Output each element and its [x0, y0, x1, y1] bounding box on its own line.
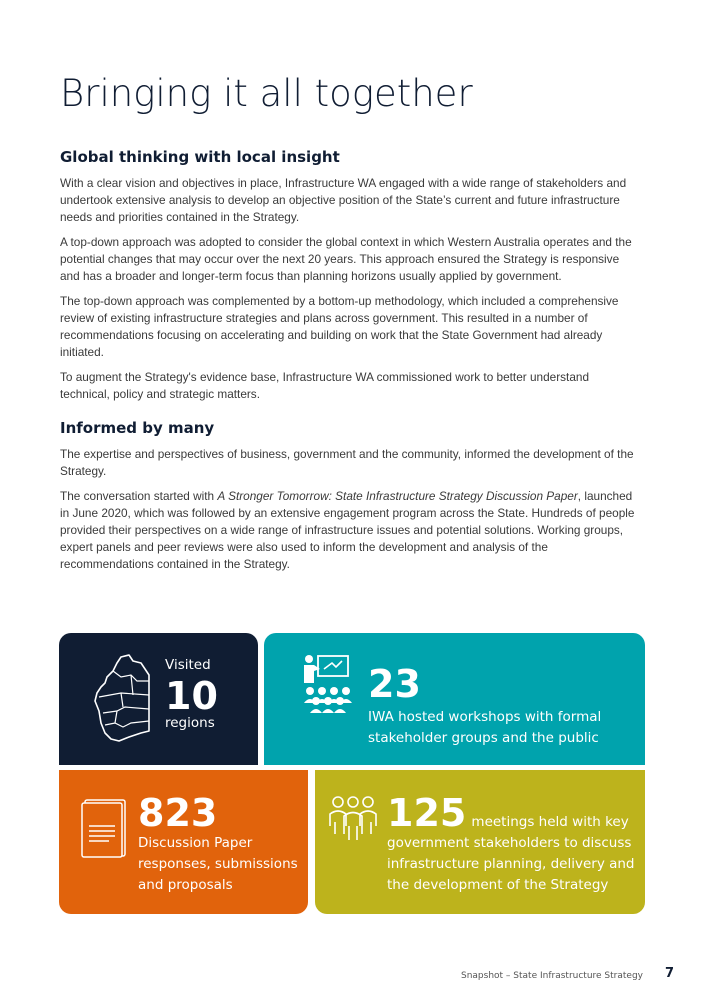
stat-tile-responses	[59, 770, 308, 914]
conversation-text-before: The conversation started with	[60, 489, 218, 503]
conversation-text-after: , launched in June 2020, which was followed by an extensive engagement program across the State. Hundreds of people provided their perspectives on a wide range of infrastructure issues and potential solutions. Working groups, expert panels and peer reviews were also used to inform the development and analysis of the recommendations contained in the Strategy.	[60, 489, 635, 571]
stat-tile-regions	[59, 633, 258, 765]
paragraph-conversation	[60, 488, 640, 573]
footer-label: Snapshot – State Infrastructure Strategy	[461, 971, 643, 981]
workshops-line2: stakeholder groups and the public	[368, 730, 599, 746]
regions-number: 10	[165, 674, 218, 718]
regions-prefix: Visited	[165, 657, 211, 673]
meetings-first-line	[387, 791, 629, 835]
meetings-line4: the development of the Strategy	[387, 877, 609, 893]
responses-line1: Discussion Paper	[138, 835, 253, 851]
meetings-inline: meetings held with key	[471, 814, 629, 830]
meetings-line2: government stakeholders to discuss	[387, 835, 632, 851]
paragraph: With a clear vision and objectives in place, Infrastructure WA engaged with a wide range of stakeholders and undertook extensive analysis to develop an objective position of the State’s current and future infrastructure needs and priorities contained in the Strategy.	[60, 176, 627, 224]
presentation-icon	[296, 653, 356, 713]
people-group-icon	[327, 794, 379, 842]
stat-tile-meetings	[315, 770, 645, 914]
responses-line3: and proposals	[138, 877, 233, 893]
responses-number: 823	[138, 791, 218, 835]
paragraph: The top-down approach was complemented by a bottom-up methodology, which included a comprehensive review of existing infrastructure strategies and plans across government. This resulted in a number of recommendations focusing on accelerating and building on work that the State Government had already initiated.	[60, 294, 619, 359]
paragraph: A top-down approach was adopted to consider the global context in which Western Australia operates and the potential changes that may occur over the next 20 years. This approach ensured the Strategy is responsive and has a broader and longer-term focus than planning horizons usually applied by government.	[60, 235, 632, 283]
workshops-line1: IWA hosted workshops with formal	[368, 709, 602, 725]
workshops-number: 23	[368, 662, 421, 706]
paragraph: The expertise and perspectives of business, government and the community, informed the development of the Strategy.	[60, 447, 634, 478]
document-icon	[79, 796, 129, 860]
responses-line2: responses, submissions	[138, 856, 298, 872]
meetings-number: 125	[387, 791, 467, 835]
main-content	[60, 148, 640, 581]
regions-suffix: regions	[165, 715, 215, 731]
page-number: 7	[665, 966, 675, 981]
section-heading-informed: Informed by many	[60, 419, 215, 437]
wa-map-icon	[91, 653, 155, 745]
stat-tile-workshops	[264, 633, 645, 765]
discussion-paper-title: A Stronger Tomorrow: State Infrastructure Strategy Discussion Paper	[217, 489, 578, 503]
meetings-line3: infrastructure planning, delivery and	[387, 856, 635, 872]
section-heading-global: Global thinking with local insight	[60, 148, 340, 166]
paragraph: To augment the Strategy's evidence base, Infrastructure WA commissioned work to better understand technical, policy and strategic matters.	[60, 370, 590, 401]
page-title: Bringing it all together	[60, 72, 473, 115]
